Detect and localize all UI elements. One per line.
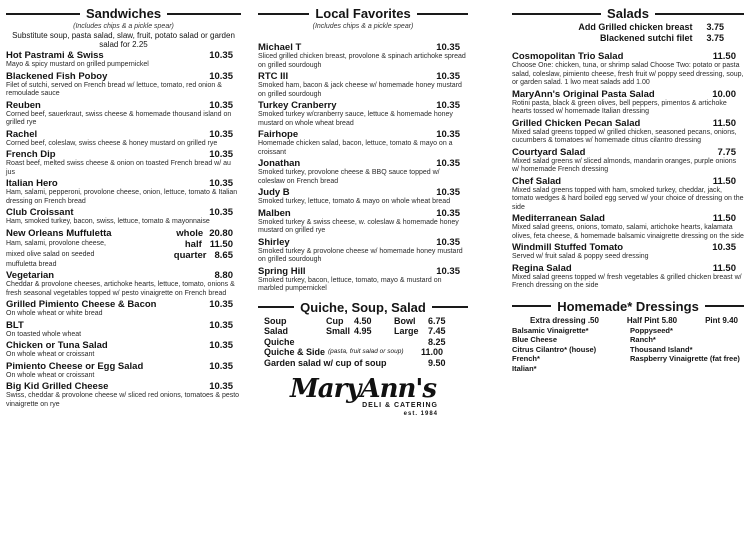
sandwiches-section: [6, 6, 241, 409]
half-label: half: [184, 238, 202, 250]
item-name: Malben: [258, 207, 291, 219]
item-price: 10.35: [209, 319, 233, 331]
cup-label: Cup: [326, 315, 344, 326]
dressings-title: Homemade* Dressings: [557, 298, 699, 314]
menu-item: [512, 176, 744, 213]
favorites-title: Local Favorites: [315, 6, 411, 21]
item-desc: Ham, salami, provolone cheese,: [6, 239, 106, 247]
item-name: Judy B: [258, 187, 290, 198]
item-price: 10.35: [436, 265, 460, 277]
item-price: 10.35: [209, 340, 233, 351]
item-desc: On whole wheat or croissant: [6, 351, 95, 358]
item-desc: Swiss, cheddar & provolone cheese w/ sliced red onions, tomatoes & pesto vinaigrette on rye: [6, 392, 240, 408]
item-desc: Rotini pasta, black & green olives, bell peppers, pimentos & artichoke hearts tossed w/ homemade Italian dressing: [512, 99, 727, 115]
item-desc: Mixed salad greens topped w/ grilled chicken, seasoned pecans, onions, cucumbers & tomatoes w/ homemade citrus cilantro dressing: [512, 128, 737, 144]
menu-item: [6, 381, 241, 409]
item-price: 11.50: [712, 262, 736, 274]
muffuletta-item: [6, 228, 241, 270]
menu-item: [512, 89, 744, 117]
item-desc: Smoked turkey & swiss cheese, w. coleslaw & homemade honey mustard on grilled rye: [258, 218, 459, 234]
item-name: Mediterranean Salad: [512, 213, 605, 224]
item-name: Turkey Cranberry: [258, 100, 337, 111]
item-desc: On whole wheat or white bread: [6, 310, 103, 317]
dressing-item: Ranch*: [630, 335, 656, 344]
item-price: 10.35: [209, 360, 233, 372]
small-label: Small: [326, 326, 351, 336]
salad-label: Salad: [264, 326, 289, 336]
item-price: 10.35: [436, 236, 460, 248]
item-price: 10.35: [436, 71, 460, 82]
menu-item: [512, 147, 744, 175]
large-price: 7.45: [428, 326, 446, 336]
menu-item: [6, 207, 241, 227]
salad-row: [264, 326, 460, 337]
sandwiches-header: [6, 6, 241, 21]
sandwiches-note: (Includes chips & a pickle spear): [73, 23, 174, 30]
add-label: Add: [578, 22, 596, 32]
item-desc: Smoked turkey, lettuce, tomato & mayo on whole wheat bread: [258, 198, 451, 205]
menu-item: [6, 270, 241, 298]
item-desc: Mayo & spicy mustard on grilled pumpernickel: [6, 61, 149, 68]
local-favorites-section: [258, 6, 468, 418]
item-price: 10.35: [436, 42, 460, 53]
item-name: New Orleans Muffuletta: [6, 227, 112, 239]
whole-label: whole: [176, 227, 204, 239]
menu-item: [258, 266, 468, 294]
item-price: 10.35: [209, 149, 233, 160]
item-price: 10.35: [209, 178, 233, 189]
menu-item: [258, 208, 468, 236]
item-desc: Smoked turkey & provolone cheese w/ homemade honey mustard on grilled sourdough: [258, 247, 463, 263]
item-price: 10.35: [436, 100, 460, 111]
dressings-header: [512, 299, 744, 314]
item-desc: Sliced grilled chicken breast, provolone & spinach artichoke spread on grilled sourdough: [258, 53, 466, 69]
quarter-price: 8.65: [214, 249, 233, 261]
menu-item: [6, 129, 241, 149]
whole-price: 20.80: [209, 227, 233, 239]
menu-item: [6, 320, 241, 340]
item-name: French Dip: [6, 149, 56, 160]
dressing-item: French*: [512, 354, 540, 363]
item-price: 10.35: [436, 207, 460, 219]
salads-section: [512, 6, 744, 373]
item-price: 10.35: [209, 381, 233, 392]
add-name: Grilled chicken breast: [598, 22, 693, 32]
substitute-note: Substitute soup, pasta salad, slaw, fruit, potato salad or garden salad for 2.25: [12, 31, 235, 49]
item-name: Club Croissant: [6, 207, 74, 218]
item-name: Grilled Chicken Pecan Salad: [512, 117, 641, 129]
item-desc: Mixed salad greens topped with ham, smoked turkey, cheddar, jack, tomato wedges & hard boiled egg served w/ your choice of dressing on the side: [512, 186, 744, 211]
item-name: Fairhope: [258, 129, 299, 140]
item-name: RTC III: [258, 71, 289, 82]
menu-item: [512, 118, 744, 146]
item-desc: muffuletta bread: [6, 260, 57, 268]
dressing-item: Thousand Island*: [630, 344, 693, 354]
soup-label: Soup: [264, 315, 287, 326]
cup-price: 4.50: [354, 315, 372, 326]
menu-item: [512, 51, 744, 88]
item-price: 7.75: [717, 146, 736, 158]
item-desc: Smoked turkey, bacon, lettuce, tomato, mayo & mustard on marbled pumpernickel: [258, 276, 442, 292]
item-name: Michael T: [258, 42, 302, 53]
menu-item: [6, 71, 241, 99]
add-name: Blackened sutchi filet: [599, 33, 693, 43]
garden-row: [264, 358, 460, 369]
menu-item: [512, 213, 744, 241]
item-desc: Cheddar & provolone cheeses, artichoke hearts, lettuce, tomato, onions & fresh seasonal vegetables topped w/ pesto vinaigrette on French bread: [6, 281, 235, 297]
item-price: 10.35: [436, 187, 460, 198]
item-price: 10.35: [209, 99, 233, 111]
item-price: 10.35: [436, 158, 460, 169]
half-pint-price: 5.80: [661, 315, 678, 325]
soup-row: [264, 316, 460, 327]
dressing-item: Poppyseed*: [630, 325, 673, 335]
menu-item: [258, 71, 468, 99]
quiche-price: 8.25: [428, 336, 446, 347]
item-desc: Ham, smoked turkey, bacon, swiss, lettuce, tomato & mayonnaise: [6, 218, 210, 225]
half-price: 11.50: [209, 238, 233, 250]
half-pint-label: Half Pint: [626, 315, 660, 325]
menu-item: [6, 340, 241, 360]
item-desc: Ham, salami, pepperoni, provolone cheese, onion, lettuce, tomato & Italian dressing on French bread: [6, 189, 238, 205]
item-price: 11.50: [712, 213, 736, 224]
item-name: Spring Hill: [258, 265, 306, 277]
dressing-item: Blue Cheese: [512, 335, 558, 344]
add-row: [512, 22, 744, 33]
small-price: 4.95: [354, 326, 372, 336]
logo-established: est. 1984: [403, 411, 438, 417]
menu-item: [258, 100, 468, 128]
item-name: Blackened Fish Poboy: [6, 70, 108, 82]
logo-subtitle: DELI & CATERING: [362, 402, 438, 409]
item-price: 10.35: [209, 50, 233, 61]
menu-item: [6, 50, 241, 70]
salads-title: Salads: [607, 6, 649, 21]
item-desc: Served w/ fruit salad & poppy seed dressing: [512, 253, 649, 260]
quiche-side-label: Quiche & Side: [264, 347, 326, 357]
item-desc: Mixed salad greens w/ sliced almonds, mandarin oranges, purple onions w/ homemade French dressing: [512, 157, 737, 173]
add-row: [512, 33, 744, 44]
dressing-item: Citrus Cilantro* (house): [512, 344, 597, 354]
menu-item: [6, 149, 241, 177]
item-desc: Smoked turkey, provolone cheese & BBQ sauce topped w/ coleslaw on French bread: [258, 169, 440, 185]
item-price: 10.35: [209, 299, 233, 310]
dressing-prices: [512, 316, 744, 325]
menu-item: [512, 242, 744, 262]
item-desc: On whole wheat or croissant: [6, 371, 95, 379]
item-desc: On toasted whole wheat: [6, 330, 82, 338]
menu-item: [6, 361, 241, 381]
item-name: MaryAnn's Original Pasta Salad: [512, 88, 655, 100]
item-name: Vegetarian: [6, 270, 55, 281]
item-name: Rachel: [6, 128, 38, 140]
pint-label: Pint: [705, 315, 721, 325]
quiche-title: Quiche, Soup, Salad: [300, 299, 426, 315]
add-price: 3.75: [706, 33, 724, 43]
item-name: Regina Salad: [512, 262, 572, 274]
item-desc: mixed olive salad on seeded: [6, 250, 95, 258]
sandwiches-title: Sandwiches: [85, 6, 162, 21]
menu-item: [258, 237, 468, 265]
garden-price: 9.50: [428, 357, 446, 368]
large-label: Large: [394, 326, 419, 336]
item-price: 10.35: [209, 70, 233, 82]
item-price: 10.35: [209, 207, 233, 218]
favorites-header: [258, 6, 468, 21]
quiche-side-price: 11.00: [421, 347, 444, 357]
item-price: 11.50: [712, 51, 736, 62]
dressings-list: [512, 326, 744, 374]
dressing-item: Raspberry Vinaigrette (fat free): [630, 354, 740, 363]
item-price: 11.50: [712, 175, 736, 187]
item-name: Shirley: [258, 236, 290, 248]
bowl-label: Bowl: [394, 315, 416, 326]
bowl-price: 6.75: [428, 315, 446, 326]
extra-label: Extra dressing: [530, 315, 586, 325]
item-desc: Corned beef, sauerkraut, swiss cheese & homemade thousand island on grilled rye: [6, 110, 232, 126]
item-name: Chicken or Tuna Salad: [6, 340, 108, 351]
add-price: 3.75: [706, 22, 724, 32]
item-desc: Choose One: chicken, tuna, or shrimp salad Choose Two: potato or pasta salad, coleslaw, pimiento cheese, fresh fruit w/ poppy seed dressing, soup, or garden salad. 1 lwo meat salads add 1.00: [512, 62, 744, 86]
item-desc: Mixed salad greens, onions, tomato, salami, artichoke hearts, kalamata olives, feta cheese, & homemade balsamic vinaigrette dressing on the side: [512, 224, 744, 240]
extra-price: .50: [587, 315, 599, 325]
item-desc: Roast beef, melted swiss cheese & onion on toasted French bread w/ au jus: [6, 160, 231, 176]
dressing-item: Italian*: [512, 363, 537, 373]
favorites-note: (Includes chips & a pickle spear): [312, 23, 414, 30]
item-desc: Smoked turkey w/cranberry sauce, lettuce & homemade honey mustard on whole wheat bread: [258, 111, 453, 127]
item-name: BLT: [6, 319, 24, 331]
quiche-side-row: [264, 347, 460, 358]
menu-item: [512, 263, 744, 291]
item-name: Hot Pastrami & Swiss: [6, 50, 104, 61]
menu-item: [258, 158, 468, 186]
item-name: Grilled Pimiento Cheese & Bacon: [6, 299, 157, 310]
menu-item: [6, 178, 241, 206]
menu-item: [6, 299, 241, 319]
maryanns-logo: MaryAnn's: [289, 374, 436, 404]
item-name: Cosmopolitan Trio Salad: [512, 51, 624, 62]
item-price: 10.35: [712, 242, 736, 253]
item-price: 11.50: [712, 117, 736, 129]
menu-item: [258, 129, 468, 157]
item-desc: Filet of sutchi, served on French bread w/ lettuce, tomato, red onion & remoulade sauce: [6, 81, 222, 97]
item-desc: Smoked ham, bacon & jack cheese w/ homemade honey mustard on grilled sourdough: [258, 82, 462, 98]
pint-price: 9.40: [722, 315, 738, 325]
item-price: 8.80: [214, 270, 233, 281]
item-desc: Homemade chicken salad, bacon, lettuce, tomato & mayo on a croissant: [258, 140, 453, 156]
item-desc: Mixed salad greens topped w/ fresh vegetables & grilled chicken breast w/ French dressing on the side: [512, 273, 742, 289]
quiche-label: Quiche: [264, 336, 295, 347]
garden-label: Garden salad w/ cup of soup: [264, 357, 387, 368]
item-name: Italian Hero: [6, 178, 58, 189]
quiche-side-note: (pasta, fruit salad or soup): [328, 348, 404, 355]
item-name: Chef Salad: [512, 175, 562, 187]
item-name: Jonathan: [258, 158, 301, 169]
quarter-label: quarter: [173, 249, 207, 261]
item-price: 10.35: [209, 128, 233, 140]
item-name: Windmill Stuffed Tomato: [512, 242, 624, 253]
menu-item: [258, 187, 468, 207]
item-price: 10.35: [436, 129, 460, 140]
dressing-item: Balsamic Vinaigrette*: [512, 325, 589, 335]
item-price: 10.00: [712, 88, 736, 100]
item-name: Big Kid Grilled Cheese: [6, 381, 109, 392]
item-name: Pimiento Cheese or Egg Salad: [6, 360, 144, 372]
item-desc: Corned beef, coleslaw, swiss cheese & honey mustard on grilled rye: [6, 139, 218, 147]
item-name: Courtyard Salad: [512, 146, 586, 158]
item-name: Reuben: [6, 99, 41, 111]
menu-item: [258, 42, 468, 70]
menu-item: [6, 100, 241, 128]
salads-header: [512, 6, 744, 21]
quiche-header: [258, 300, 468, 315]
quiche-row: [264, 337, 460, 348]
